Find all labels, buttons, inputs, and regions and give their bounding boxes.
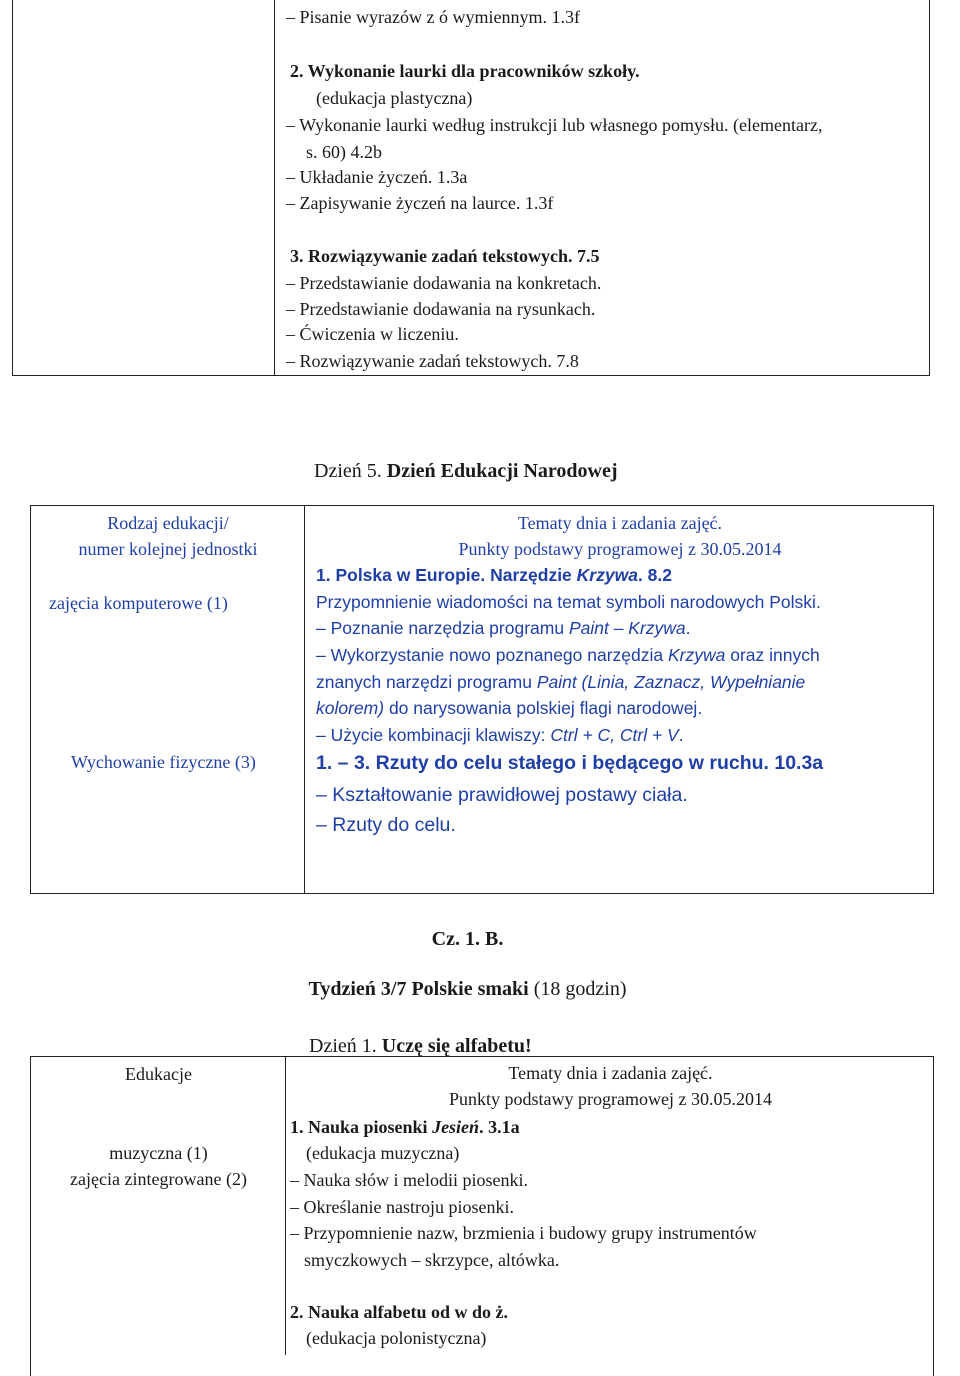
text-span: – Poznanie narzędzia programu (316, 618, 569, 638)
text-span: do narysowania polskiej flagi narodowej. (384, 698, 703, 718)
text-span: 1. Polska w Europie. Narzędzie (316, 565, 577, 585)
day5-row2-line: – Rzuty do celu. (316, 814, 456, 836)
week-heading-hours: (18 godzin) (528, 978, 627, 1000)
list-item: – Przedstawianie dodawania na rysunkach. (286, 299, 596, 319)
day5-right-header (306, 510, 934, 562)
text-span: oraz innych (725, 645, 820, 665)
list-item: – Rozwiązywanie zadań tekstowych. 7.8 (286, 351, 579, 371)
text-span: Ctrl + C, Ctrl + V (550, 725, 679, 745)
day5-row1-line (316, 615, 691, 641)
text-span: . (678, 725, 684, 745)
day5-row1-line (316, 562, 672, 588)
text-span: Krzywa (576, 565, 638, 585)
day1-line: 2. Nauka alfabetu od w do ż. (290, 1302, 509, 1322)
day5-row1-line (316, 669, 805, 695)
day5-row2-line: – Kształtowanie prawidłowej postawy ciała. (316, 784, 688, 806)
day1-left-label: muzyczna (1) (109, 1143, 208, 1163)
text-span: Krzywa (668, 645, 726, 665)
text-span: . 3.1a (479, 1117, 520, 1137)
day5-right-header-line: Punkty podstawy programowej z 30.05.2014 (458, 539, 782, 559)
list-item: – Układanie życzeń. 1.3a (286, 167, 468, 187)
day1-left-label: zajęcia zintegrowane (2) (70, 1169, 247, 1189)
text-span: Paint (Linia, Zaznacz, Wypełnianie (536, 672, 806, 692)
day5-left-header-line: Rodzaj edukacji/ (107, 513, 229, 533)
day5-row2-label: Wychowanie fizyczne (3) (71, 752, 256, 772)
day1-line (290, 1114, 520, 1140)
day1-right-header-line: Punkty podstawy programowej z 30.05.2014 (449, 1089, 772, 1109)
day1-left-header: Edukacje (125, 1064, 192, 1084)
day5-left-header (32, 510, 304, 562)
day1-line: – Przypomnienie nazw, brzmienia i budowy grupy instrumentów (290, 1223, 757, 1243)
list-item: s. 60) 4.2b (306, 142, 382, 162)
day5-heading-title: Dzień Edukacji Narodowej (386, 460, 618, 482)
day1-line: smyczkowych – skrzypce, altówka. (304, 1250, 560, 1270)
text-span: – (608, 618, 629, 638)
day5-left-header-line: numer kolejnej jednostki (78, 539, 258, 559)
text-span: – Użycie kombinacji klawiszy: (316, 725, 551, 745)
day1-line: – Nauka słów i melodii piosenki. (290, 1170, 528, 1190)
day1-left-labels (32, 1140, 285, 1192)
day1-line: – Określanie nastroju piosenki. (290, 1197, 514, 1217)
text-span: . 8.2 (637, 565, 672, 585)
day1-line: (edukacja polonistyczna) (306, 1328, 487, 1348)
day5-row1-line (316, 722, 684, 748)
day5-row2-line: 1. – 3. Rzuty do celu stałego i będącego w ruchu. 10.3a (316, 752, 824, 774)
day1-table-divider (285, 1057, 286, 1355)
list-item: – Pisanie wyrazów z ó wymiennym. 1.3f (286, 7, 580, 27)
day5-row1-line (316, 695, 702, 721)
day1-line: (edukacja muzyczna) (306, 1143, 460, 1163)
list-item: – Wykonanie laurki według instrukcji lub własnego pomysłu. (elementarz, (286, 115, 823, 135)
text-span: . (685, 618, 691, 638)
text-span: Paint (568, 618, 609, 638)
week-heading-title: Tydzień 3/7 Polskie smaki (308, 978, 529, 1000)
day1-heading-title: Uczę się alfabetu! (381, 1035, 532, 1057)
text-span: Krzywa (628, 618, 686, 638)
list-item: – Przedstawianie dodawania na konkretach. (286, 273, 602, 293)
day5-right-header-line: Tematy dnia i zadania zajęć. (517, 513, 723, 533)
text-span: kolorem) (316, 698, 385, 718)
day5-heading-prefix: Dzień 5. (314, 460, 387, 482)
day5-table-divider (304, 506, 305, 893)
day5-row1-line: Przypomnienie wiadomości na temat symboli narodowych Polski. (316, 592, 821, 612)
day1-right-header (287, 1060, 934, 1112)
day5-heading (314, 458, 618, 484)
day1-heading-prefix: Dzień 1. (309, 1035, 382, 1057)
day1-right-header-line: Tematy dnia i zadania zajęć. (508, 1063, 713, 1083)
day5-row1-line (316, 642, 820, 668)
list-item: (edukacja plastyczna) (316, 88, 473, 108)
top-table-divider (274, 0, 275, 376)
text-span: 1. Nauka piosenki (290, 1117, 433, 1137)
text-span: Jesień (432, 1117, 480, 1137)
week-heading (0, 976, 935, 1002)
day5-row1-label: zajęcia komputerowe (1) (49, 593, 228, 613)
list-item: – Zapisywanie życzeń na laurce. 1.3f (286, 193, 554, 213)
list-item: – Ćwiczenia w liczeniu. (286, 324, 459, 344)
list-item: 2. Wykonanie laurki dla pracowników szkoły. (290, 61, 640, 81)
text-span: znanych narzędzi programu (316, 672, 537, 692)
list-item: 3. Rozwiązywanie zadań tekstowych. 7.5 (290, 246, 600, 266)
part-heading: Cz. 1. B. (431, 928, 504, 950)
text-span: – Wykorzystanie nowo poznanego narzędzia (316, 645, 668, 665)
